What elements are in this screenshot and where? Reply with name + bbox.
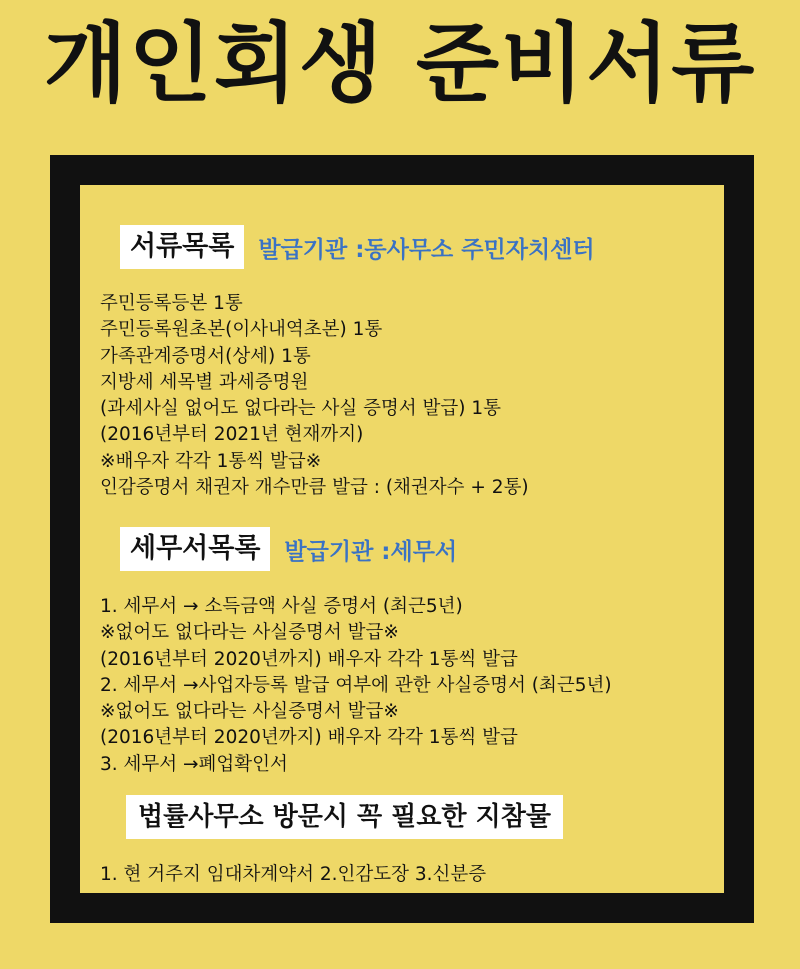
- document-panel: [80, 185, 724, 893]
- list-item: 주민등록원초본(이사내역초본) 1통: [100, 319, 383, 341]
- tax-document-list: [100, 594, 612, 778]
- list-item: 2. 세무서 →사업자등록 발급 여부에 관한 사실증명서 (최근5년): [100, 674, 612, 696]
- list-item: 주민등록등본 1통: [100, 293, 243, 314]
- list-item: 3. 세무서 →폐업확인서: [100, 753, 288, 775]
- issuer-text: 발급기관 :세무서: [284, 538, 458, 565]
- section-header-documents: [120, 225, 595, 269]
- document-list: [100, 291, 529, 501]
- list-item: 1. 세무서 → 소득금액 사실 증명서 (최근5년): [100, 596, 463, 617]
- list-item: ※없어도 없다라는 사실증명서 발급※: [100, 701, 399, 723]
- section-header-law-office: [126, 795, 563, 839]
- law-office-list: [100, 862, 486, 888]
- section-label: 세무서목록: [120, 527, 270, 571]
- section-label: 법률사무소 방문시 꼭 필요한 지참물: [126, 795, 563, 839]
- list-item: (2016년부터 2020년까지) 배우자 각각 1통씩 발급: [100, 727, 518, 749]
- list-item: 인감증명서 채권자 개수만큼 발급 : (채권자수 + 2통): [100, 477, 529, 499]
- list-item: (2016년부터 2021년 현재까지): [100, 424, 364, 446]
- list-item: ※배우자 각각 1통씩 발급※: [100, 450, 322, 472]
- list-item: 1. 현 거주지 임대차계약서 2.인감도장 3.신분증: [100, 864, 487, 885]
- list-item: 지방세 세목별 과세증명원: [100, 371, 309, 393]
- list-item: (2016년부터 2020년까지) 배우자 각각 1통씩 발급: [100, 648, 518, 670]
- list-item: (과세사실 없어도 없다라는 사실 증명서 발급) 1통: [100, 398, 502, 420]
- issuer-text: 발급기관 :동사무소 주민자치센터: [258, 236, 595, 263]
- section-label: 서류목록: [120, 225, 244, 269]
- page-title: 개인회생 준비서류: [43, 14, 757, 114]
- document-frame: [50, 155, 754, 923]
- list-item: 가족관계증명서(상세) 1통: [100, 345, 311, 367]
- section-header-tax-office: [120, 527, 457, 571]
- list-item: ※없어도 없다라는 사실증명서 발급※: [100, 622, 399, 644]
